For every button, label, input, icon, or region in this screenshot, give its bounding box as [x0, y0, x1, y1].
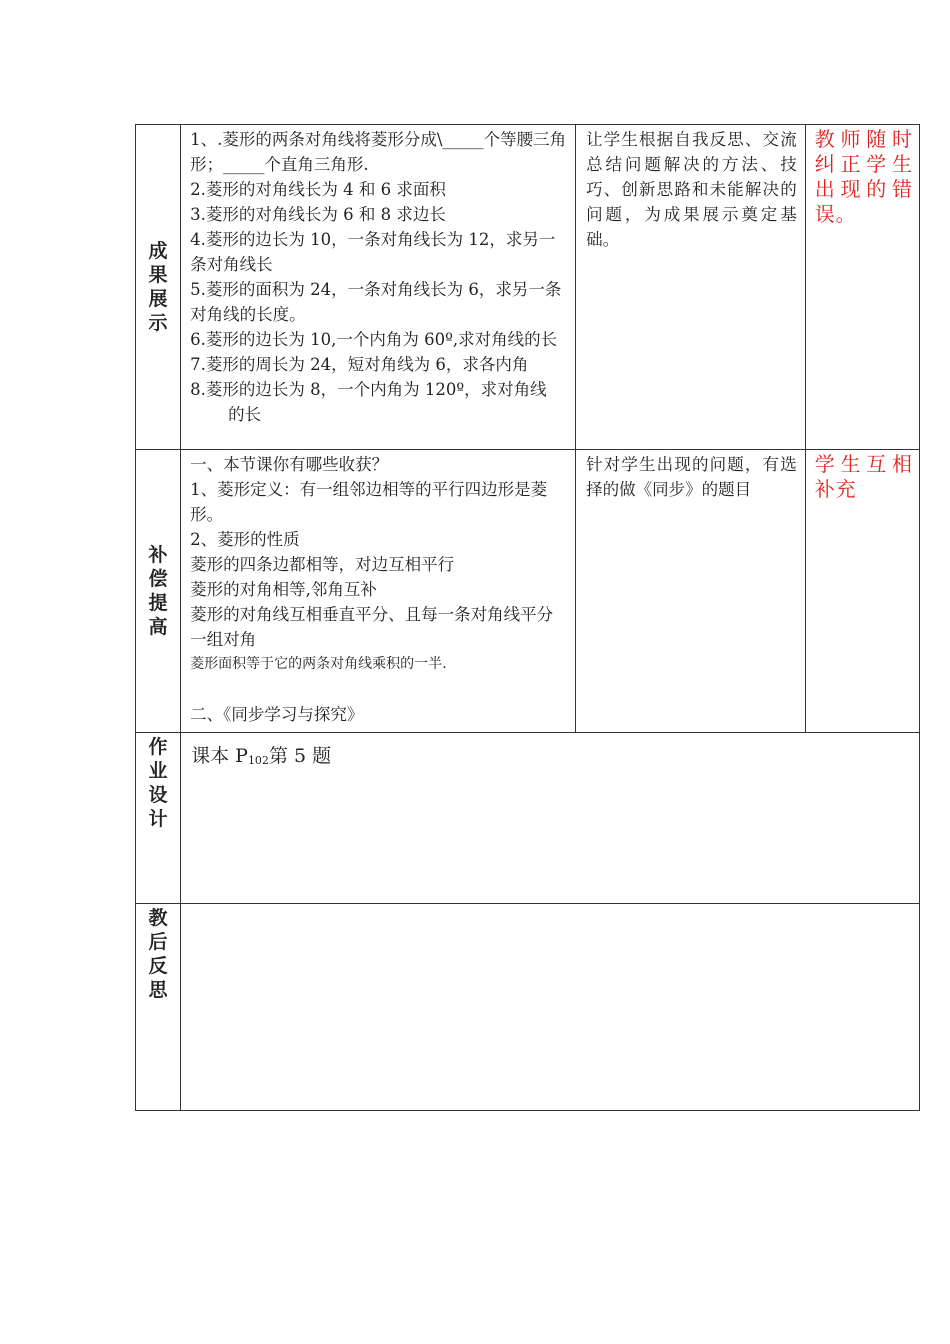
results-remark-cell: [805, 125, 919, 450]
homework-heading: 作业设计: [148, 736, 168, 830]
improve-line: 菱形面积等于它的两条对角线乘积的一半.: [190, 656, 447, 672]
improve-row: [136, 450, 920, 733]
improve-remark: 学生互相补充: [814, 452, 913, 501]
improve-spacer: [190, 677, 567, 702]
results-row: [136, 125, 920, 450]
homework-suffix: 第 5 题: [268, 745, 332, 767]
improve-line: 2、菱形的性质: [190, 530, 300, 549]
results-item: 1、.菱形的两条对角线将菱形分成\_____个等腰三角形；_____个直角三角形.: [190, 130, 567, 174]
improve-line: 菱形的对角线互相垂直平分、且每一条对角线平分一组对角: [190, 605, 554, 649]
results-item: 4.菱形的边长为 10，一条对角线长为 12，求另一条对角线长: [190, 230, 556, 274]
reflection-row: [136, 904, 920, 1111]
reflection-heading-cell: [136, 904, 181, 1111]
results-item: 3.菱形的对角线长为 6 和 8 求边长: [190, 205, 446, 224]
results-content-cell: [181, 125, 576, 450]
improve-line: 1、菱形定义：有一组邻边相等的平行四边形是菱形。: [190, 480, 548, 524]
results-remark: 教师随时纠正学生出现的错误。: [814, 127, 913, 226]
results-item: 6.菱形的边长为 10,一个内角为 60º,求对角线的长: [190, 330, 558, 349]
homework-row: [136, 733, 920, 904]
homework-content-cell: [181, 733, 920, 904]
lesson-plan-table: [135, 124, 920, 1111]
improve-line: 菱形的四条边都相等，对边互相平行: [190, 555, 455, 574]
improve-content-cell: [181, 450, 576, 733]
results-item: 2.菱形的对角线长为 4 和 6 求面积: [190, 180, 446, 199]
homework-text: [181, 733, 919, 774]
improve-heading: 补偿提高: [148, 544, 168, 638]
results-note: 让学生根据自我反思、交流总结问题解决的方法、技巧、创新思路和未能解决的问题，为成果展示奠定基础。: [586, 130, 797, 249]
improve-line: 菱形的对角相等,邻角互补: [190, 580, 377, 599]
results-item: 5.菱形的面积为 24，一条对角线长为 6，求另一条对角线的长度。: [190, 280, 562, 324]
improve-line: 二、《同步学习与探究》: [190, 705, 364, 724]
improve-note-cell: [576, 450, 806, 733]
results-heading: 成果展示: [148, 240, 168, 334]
improve-note: 针对学生出现的问题，有选择的做《同步》的题目: [586, 455, 797, 499]
homework-heading-cell: [136, 733, 181, 904]
results-item: 8.菱形的边长为 8，一个内角为 120º，求对角线: [190, 380, 547, 399]
results-heading-cell: [136, 125, 181, 450]
improve-line: 一、本节课你有哪些收获？: [190, 455, 389, 474]
reflection-heading: 教后反思: [148, 907, 168, 1001]
results-item: 7.菱形的周长为 24，短对角线为 6，求各内角: [190, 355, 529, 374]
improve-heading-cell: [136, 450, 181, 733]
results-note-cell: [576, 125, 806, 450]
homework-prefix: 课本 P: [191, 745, 248, 767]
improve-remark-cell: [805, 450, 919, 733]
homework-page: 102: [247, 754, 269, 767]
results-item-tail: 的长: [228, 405, 262, 424]
reflection-content-cell: [181, 904, 920, 1111]
